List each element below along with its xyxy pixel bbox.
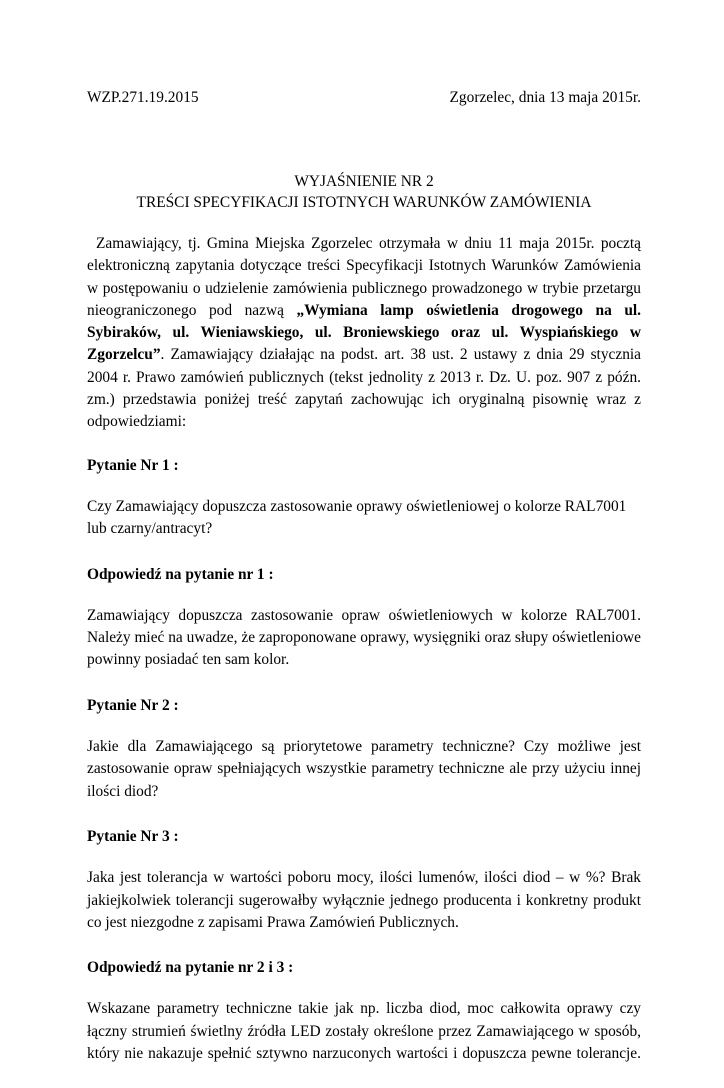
question-3-text: Jaka jest tolerancja w wartości poboru mocy, ilości lumenów, ilości diod – w %? Brak jakiejkolwiek tolerancji sugerowałby wyłącznie jednego producenta i konkretny produkt co jest niezgodne z zapisami Prawa Zamówień Publicznych. [87,869,641,931]
reference-number: WZP.271.19.2015 [87,89,199,106]
intro-bold-title: „Wymiana lamp oświetlenia drogowego na ul. Sybiraków, ul. Wieniawskiego, ul. Broniewskiego oraz ul. Wyspiańskiego w Zgorzelcu” [87,301,642,364]
document-title [87,171,641,213]
intro-text-1: Zamawiający, tj. Gmina Miejska Zgorzelec otrzymała w dniu 11 maja 2015r. pocztą elektroniczną zapytania dotyczące treści Specyfikacji Istotnych Warunków Zamówienia w postępowaniu o udzielenie zamówienia publicznego prowadzonego w trybie przetargu nieograniczonego pod nazwą [87,235,641,319]
question-2-text: Jakie dla Zamawiającego są priorytetowe parametry techniczne? Czy możliwe jest zastosowanie opraw spełniających wszystkie parametry techniczne ale przy użyciu innej ilości diod? [87,738,641,800]
answer-1-text: Zamawiający dopuszcza zastosowanie opraw oświetleniowych w kolorze RAL7001. Należy mieć na uwadze, że zaproponowane oprawy, wysięgniki oraz słupy oświetleniowe powinny posiadać ten sam kolor. [87,606,641,669]
title-line-2: TREŚCI SPECYFIKACJI ISTOTNYCH WARUNKÓW ZAMÓWIENIA [136,194,592,211]
question-2-heading: Pytanie Nr 2 : [87,696,179,714]
question-1-text: Czy Zamawiający dopuszcza zastosowanie oprawy oświetleniowej o kolorze RAL7001 lub czarny/antracyt? [87,497,627,538]
intro-text-2: . Zamawiający działając na podst. art. 38 ust. 2 ustawy z dnia 29 stycznia 2004 r. Prawo zamówień publicznych (tekst jednolity z 2013 r. Dz. U. poz. 907 z późn. zm.) przedstawia poniżej treść zapytań zachowując ich oryginalną pisownię wraz z odpowiedziami: [87,346,641,431]
answer-2-3-text: Wskazane parametry techniczne takie jak np. liczba diod, moc całkowita oprawy czy łączny strumień świetlny źródła LED zostały określone przez Zamawiającego w sposób, który nie nakazuje spełnić sztywno narzuconych wartości i dopuszcza pewne tolerancje. [87,1000,641,1063]
intro-paragraph [87,233,641,434]
question-1-heading: Pytanie Nr 1 : [87,456,179,474]
document-header [87,88,641,108]
answer-1-heading: Odpowiedź na pytanie nr 1 : [87,565,274,583]
document-page [87,88,641,1088]
answer-2-3-heading: Odpowiedź na pytanie nr 2 i 3 : [87,959,294,977]
question-3-heading: Pytanie Nr 3 : [87,827,179,845]
place-and-date: Zgorzelec, dnia 13 maja 2015r. [449,89,641,106]
title-line-1: WYJAŚNIENIE NR 2 [294,173,434,190]
